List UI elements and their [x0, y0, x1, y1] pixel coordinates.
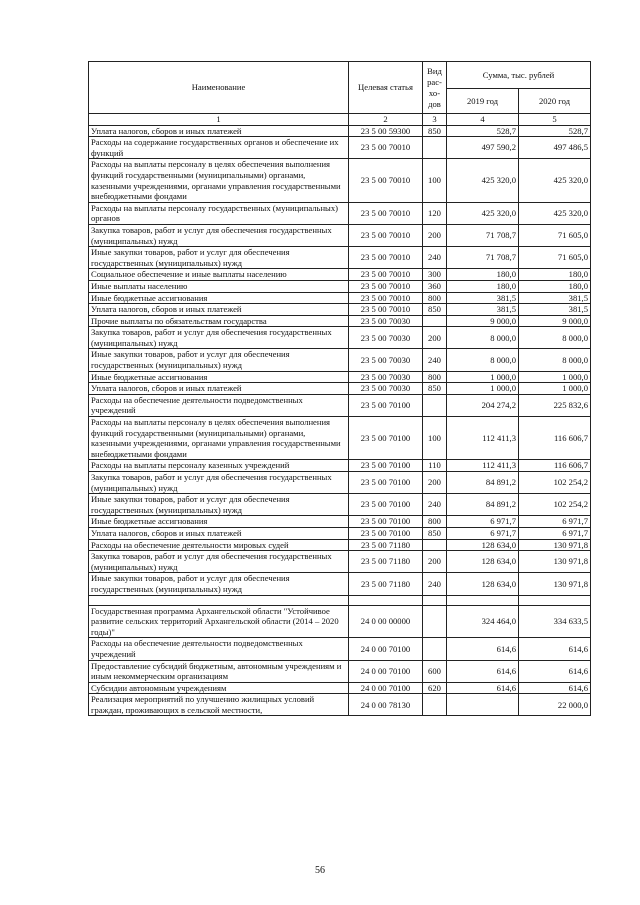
table-row [89, 472, 591, 494]
row-type: 240 [423, 494, 447, 516]
row-name: Прочие выплаты по обязательствам государства [89, 315, 349, 327]
row-2019: 614,6 [447, 660, 519, 682]
row-2019: 6 971,7 [447, 516, 519, 528]
row-name: Иные бюджетные ассигнования [89, 516, 349, 528]
row-2019: 8 000,0 [447, 349, 519, 371]
row-2020: 1 000,0 [519, 383, 591, 395]
header-year-2020: 2020 год [519, 89, 591, 114]
table-row [89, 660, 591, 682]
row-2020: 22 000,0 [519, 694, 591, 716]
row-name: Расходы на обеспечение деятельности подведомственных учреждений [89, 394, 349, 416]
table-row [89, 159, 591, 202]
table-row [89, 494, 591, 516]
row-2020: 102 254,2 [519, 472, 591, 494]
row-name: Реализация мероприятий по улучшению жилищных условий граждан, проживающих в сельской местности, [89, 694, 349, 716]
row-code: 23 5 00 70010 [349, 304, 423, 316]
row-type: 100 [423, 417, 447, 460]
row-code: 23 5 00 70030 [349, 315, 423, 327]
row-2019: 112 411,3 [447, 417, 519, 460]
row-code: 23 5 00 71180 [349, 573, 423, 595]
row-type: 850 [423, 125, 447, 137]
row-code: 23 5 00 71180 [349, 539, 423, 551]
row-code: 23 5 00 70010 [349, 159, 423, 202]
row-2020: 116 606,7 [519, 460, 591, 472]
row-type: 100 [423, 159, 447, 202]
row-2019: 128 634,0 [447, 551, 519, 573]
row-2020: 381,5 [519, 292, 591, 304]
table-row [89, 638, 591, 660]
row-2020: 425 320,0 [519, 159, 591, 202]
header-year-2019: 2019 год [447, 89, 519, 114]
row-2020: 8 000,0 [519, 349, 591, 371]
row-code: 23 5 00 70010 [349, 224, 423, 246]
row-code: 23 5 00 70100 [349, 417, 423, 460]
row-2020: 334 633,5 [519, 605, 591, 638]
table-row [89, 202, 591, 224]
table-row [89, 551, 591, 573]
row-2020: 528,7 [519, 125, 591, 137]
row-type: 200 [423, 472, 447, 494]
row-type: 600 [423, 660, 447, 682]
row-2019: 204 274,2 [447, 394, 519, 416]
header-type [423, 62, 447, 114]
table-row [89, 292, 591, 304]
row-2020: 225 832,6 [519, 394, 591, 416]
row-name: Уплата налогов, сборов и иных платежей [89, 304, 349, 316]
row-2020: 614,6 [519, 682, 591, 694]
table-row [89, 315, 591, 327]
row-code: 23 5 00 70010 [349, 280, 423, 292]
row-code: 23 5 00 70100 [349, 460, 423, 472]
col-index-4: 4 [447, 114, 519, 126]
col-index-5: 5 [519, 114, 591, 126]
row-code: 23 5 00 70100 [349, 516, 423, 528]
table-row [89, 269, 591, 281]
row-name: Субсидии автономным учреждениям [89, 682, 349, 694]
table-row [89, 516, 591, 528]
row-code: 24 0 00 70100 [349, 660, 423, 682]
row-name: Расходы на обеспечение деятельности мировых судей [89, 539, 349, 551]
row-2019: 128 634,0 [447, 539, 519, 551]
row-code: 23 5 00 71180 [349, 551, 423, 573]
row-2020: 614,6 [519, 660, 591, 682]
row-2020: 1 000,0 [519, 371, 591, 383]
table-row [89, 417, 591, 460]
row-type [423, 539, 447, 551]
row-type: 800 [423, 292, 447, 304]
table-row [89, 394, 591, 416]
row-2020: 180,0 [519, 269, 591, 281]
row-code: 23 5 00 70030 [349, 327, 423, 349]
table-row [89, 527, 591, 539]
row-2019: 381,5 [447, 292, 519, 304]
row-2019: 71 708,7 [447, 247, 519, 269]
row-code: 23 5 00 70100 [349, 527, 423, 539]
row-2019: 324 464,0 [447, 605, 519, 638]
table-row [89, 304, 591, 316]
row-2019: 71 708,7 [447, 224, 519, 246]
row-type [423, 315, 447, 327]
header-type-line3: хо- [428, 87, 441, 98]
row-name: Иные закупки товаров, работ и услуг для обеспечения государственных (муниципальных) нужд [89, 349, 349, 371]
row-code: 23 5 00 70010 [349, 269, 423, 281]
row-2019: 1 000,0 [447, 383, 519, 395]
row-type: 360 [423, 280, 447, 292]
row-name: Расходы на обеспечение деятельности подведомственных учреждений [89, 638, 349, 660]
row-code: 24 0 00 70100 [349, 682, 423, 694]
table-row [89, 125, 591, 137]
row-name: Закупка товаров, работ и услуг для обеспечения государственных (муниципальных) нужд [89, 551, 349, 573]
row-2020: 6 971,7 [519, 516, 591, 528]
row-2019: 128 634,0 [447, 573, 519, 595]
row-2020: 8 000,0 [519, 327, 591, 349]
row-2019: 425 320,0 [447, 159, 519, 202]
row-code: 23 5 00 59300 [349, 125, 423, 137]
table-row [89, 573, 591, 595]
row-code: 23 5 00 70010 [349, 247, 423, 269]
row-code: 24 0 00 78130 [349, 694, 423, 716]
empty-row [89, 595, 591, 605]
row-name: Закупка товаров, работ и услуг для обеспечения государственных (муниципальных) нужд [89, 224, 349, 246]
row-2019: 180,0 [447, 280, 519, 292]
row-2019: 528,7 [447, 125, 519, 137]
row-name: Расходы на выплаты персоналу в целях обеспечения выполнения функций государственными (муниципальными) органами, казенными учреждениями, органами управления государственными внебюджетными фондами [89, 159, 349, 202]
row-code: 23 5 00 70030 [349, 383, 423, 395]
row-type: 800 [423, 516, 447, 528]
row-code: 23 5 00 70010 [349, 137, 423, 159]
row-2020: 180,0 [519, 280, 591, 292]
row-type [423, 394, 447, 416]
header-name: Наименование [89, 62, 349, 114]
row-2019: 180,0 [447, 269, 519, 281]
table-row [89, 371, 591, 383]
row-name: Расходы на содержание государственных органов и обеспечение их функций [89, 137, 349, 159]
row-2019: 381,5 [447, 304, 519, 316]
row-2019: 614,6 [447, 638, 519, 660]
row-2020: 116 606,7 [519, 417, 591, 460]
row-2019: 6 971,7 [447, 527, 519, 539]
row-2020: 497 486,5 [519, 137, 591, 159]
row-type: 200 [423, 327, 447, 349]
row-2020: 102 254,2 [519, 494, 591, 516]
table-row [89, 280, 591, 292]
row-2020: 381,5 [519, 304, 591, 316]
row-2019: 8 000,0 [447, 327, 519, 349]
row-name: Предоставление субсидий бюджетным, автономным учреждениям и иным некоммерческим организациям [89, 660, 349, 682]
row-2019 [447, 694, 519, 716]
row-name: Расходы на выплаты персоналу государственных (муниципальных) органов [89, 202, 349, 224]
table-row [89, 460, 591, 472]
row-code: 23 5 00 70100 [349, 472, 423, 494]
row-name: Закупка товаров, работ и услуг для обеспечения государственных (муниципальных) нужд [89, 472, 349, 494]
row-type: 850 [423, 304, 447, 316]
row-type: 110 [423, 460, 447, 472]
row-2019: 84 891,2 [447, 494, 519, 516]
row-type: 240 [423, 247, 447, 269]
row-name: Социальное обеспечение и иные выплаты населению [89, 269, 349, 281]
table-row [89, 137, 591, 159]
table-row [89, 694, 591, 716]
row-2019: 1 000,0 [447, 371, 519, 383]
row-type: 850 [423, 527, 447, 539]
row-type: 120 [423, 202, 447, 224]
row-code: 23 5 00 70030 [349, 349, 423, 371]
row-name: Расходы на выплаты персоналу в целях обеспечения выполнения функций государственными (муниципальными) органами, казенными учреждениями, органами управления государственными внебюджетными фондами [89, 417, 349, 460]
row-2019: 614,6 [447, 682, 519, 694]
row-code: 23 5 00 70100 [349, 494, 423, 516]
table-row [89, 224, 591, 246]
row-name: Иные бюджетные ассигнования [89, 371, 349, 383]
row-type [423, 694, 447, 716]
row-type: 620 [423, 682, 447, 694]
row-code: 23 5 00 70010 [349, 202, 423, 224]
row-name: Иные закупки товаров, работ и услуг для обеспечения государственных (муниципальных) нужд [89, 247, 349, 269]
row-type: 200 [423, 224, 447, 246]
table-row [89, 383, 591, 395]
row-type: 850 [423, 383, 447, 395]
row-code: 23 5 00 70100 [349, 394, 423, 416]
row-name: Иные закупки товаров, работ и услуг для обеспечения государственных (муниципальных) нужд [89, 494, 349, 516]
col-index-3: 3 [423, 114, 447, 126]
table-row [89, 247, 591, 269]
row-name: Иные бюджетные ассигнования [89, 292, 349, 304]
row-2020: 6 971,7 [519, 527, 591, 539]
row-2020: 71 605,0 [519, 247, 591, 269]
row-name: Уплата налогов, сборов и иных платежей [89, 383, 349, 395]
row-type: 800 [423, 371, 447, 383]
row-name: Иные выплаты населению [89, 280, 349, 292]
row-type: 200 [423, 551, 447, 573]
header-type-line4: дов [428, 98, 441, 109]
row-name: Государственная программа Архангельской области "Устойчивое развитие сельских территорий Архангельской области (2014 – 2020 годы)" [89, 605, 349, 638]
row-code: 23 5 00 70030 [349, 371, 423, 383]
header-type-line2: рас- [427, 76, 442, 87]
col-index-2: 2 [349, 114, 423, 126]
table-row [89, 327, 591, 349]
row-2019: 9 000,0 [447, 315, 519, 327]
row-type: 300 [423, 269, 447, 281]
row-name: Иные закупки товаров, работ и услуг для обеспечения государственных (муниципальных) нужд [89, 573, 349, 595]
row-code: 24 0 00 00000 [349, 605, 423, 638]
table-row [89, 605, 591, 638]
row-type: 240 [423, 573, 447, 595]
page-number: 56 [315, 865, 325, 876]
row-name: Расходы на выплаты персоналу казенных учреждений [89, 460, 349, 472]
row-name: Уплата налогов, сборов и иных платежей [89, 125, 349, 137]
row-2020: 425 320,0 [519, 202, 591, 224]
table-row [89, 539, 591, 551]
row-type: 240 [423, 349, 447, 371]
table-row [89, 682, 591, 694]
row-type [423, 638, 447, 660]
row-code: 24 0 00 70100 [349, 638, 423, 660]
row-type [423, 605, 447, 638]
row-code: 23 5 00 70010 [349, 292, 423, 304]
header-sum: Сумма, тыс. рублей [447, 62, 591, 89]
row-2020: 614,6 [519, 638, 591, 660]
row-2020: 71 605,0 [519, 224, 591, 246]
row-2020: 9 000,0 [519, 315, 591, 327]
row-name: Уплата налогов, сборов и иных платежей [89, 527, 349, 539]
budget-table [88, 61, 591, 716]
col-index-1: 1 [89, 114, 349, 126]
row-name: Закупка товаров, работ и услуг для обеспечения государственных (муниципальных) нужд [89, 327, 349, 349]
row-type [423, 137, 447, 159]
row-2020: 130 971,8 [519, 551, 591, 573]
row-2019: 497 590,2 [447, 137, 519, 159]
row-2019: 425 320,0 [447, 202, 519, 224]
row-2020: 130 971,8 [519, 539, 591, 551]
header-type-line1: Вид [427, 65, 442, 76]
row-2019: 112 411,3 [447, 460, 519, 472]
row-2020: 130 971,8 [519, 573, 591, 595]
header-code: Целевая статья [349, 62, 423, 114]
row-2019: 84 891,2 [447, 472, 519, 494]
table-row [89, 349, 591, 371]
